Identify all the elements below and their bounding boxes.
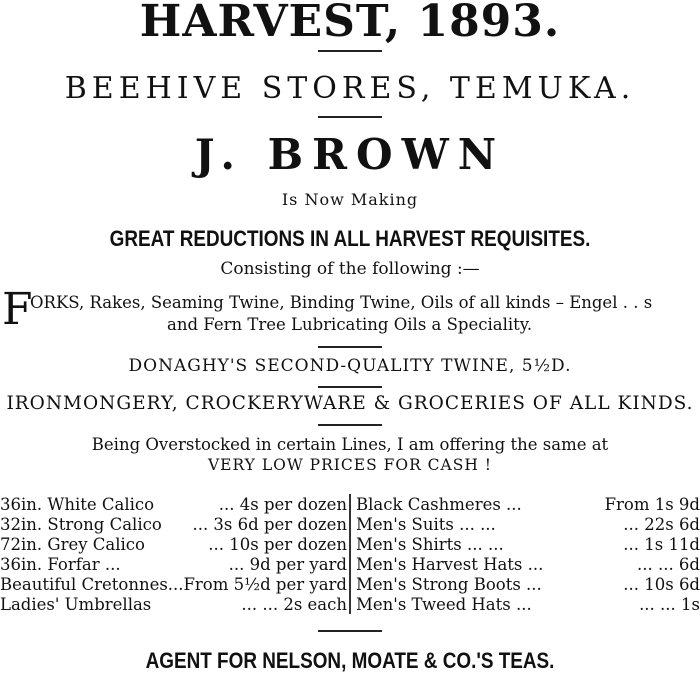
donaghy-twine-line: DONAGHY'S SECOND-QUALITY TWINE, 5½D. <box>128 356 572 376</box>
price-row <box>356 535 700 555</box>
headline-harvest: HARVEST, 1893. <box>139 0 561 47</box>
now-making-line: Is Now Making <box>281 190 419 209</box>
price-row <box>356 595 700 615</box>
divider <box>318 424 382 426</box>
divider <box>318 116 382 118</box>
reductions-headline: GREAT REDUCTIONS IN ALL HARVEST REQUISITES. <box>109 226 591 251</box>
column-divider <box>349 494 351 614</box>
item-name: Beautiful Cretonnes <box>0 575 168 594</box>
item-price: ... 10s per dozen <box>208 535 347 554</box>
item-price: ... 1s 11d <box>623 535 700 554</box>
intro-line-1: ORKS, Rakes, Seaming Twine, Binding Twine, Oils of all kinds – Engel . . s <box>30 293 653 312</box>
item-price: ... 4s per dozen <box>218 495 347 514</box>
item-price: ... ... 2s each <box>241 595 347 614</box>
divider <box>318 346 382 348</box>
intro-line-2: and Fern Tree Lubricating Oils a Speciality. <box>167 315 533 334</box>
price-row <box>356 495 700 515</box>
ironmongery-line: IRONMONGERY, CROCKERYWARE & GROCERIES OF ALL KINDS. <box>6 393 694 414</box>
item-price: ...From 5½d per yard <box>167 575 347 594</box>
store-name: BEEHIVE STORES, TEMUKA. <box>64 71 636 106</box>
item-name: 36in. White Calico <box>0 495 155 514</box>
price-row <box>0 575 347 595</box>
item-price: From 1s 9d <box>604 495 700 514</box>
item-price: ... 10s 6d <box>623 575 700 594</box>
price-list-right <box>356 495 700 615</box>
item-price: ... 3s 6d per dozen <box>192 515 347 534</box>
item-price: ... 22s 6d <box>623 515 700 534</box>
consisting-line: Consisting of the following :— <box>220 259 480 279</box>
overstocked-line-2: VERY LOW PRICES FOR CASH ! <box>207 456 493 474</box>
item-name: Men's Strong Boots ... <box>356 575 542 594</box>
item-name: Ladies' Umbrellas <box>0 595 152 614</box>
item-name: Men's Tweed Hats ... <box>356 595 532 614</box>
divider <box>318 50 382 52</box>
price-list-left <box>0 495 347 615</box>
item-name: 36in. Forfar ... <box>0 555 121 574</box>
overstocked-line-1: Being Overstocked in certain Lines, I am offering the same at <box>91 435 609 454</box>
price-row <box>0 595 347 615</box>
price-row <box>0 495 347 515</box>
item-name: 72in. Grey Calico <box>0 535 145 554</box>
item-name: 32in. Strong Calico <box>0 515 162 534</box>
divider <box>318 630 382 632</box>
price-row <box>356 555 700 575</box>
price-row <box>356 575 700 595</box>
price-row <box>0 515 347 535</box>
item-price: ... ... 6d <box>636 555 700 574</box>
item-name: Black Cashmeres ... <box>356 495 522 514</box>
proprietor-name: J. BROWN <box>194 130 506 179</box>
item-name: Men's Shirts ... ... <box>356 535 504 554</box>
divider <box>318 386 382 388</box>
drop-cap: F <box>2 284 33 335</box>
price-row <box>0 555 347 575</box>
item-name: Men's Suits ... ... <box>356 515 496 534</box>
price-row <box>356 515 700 535</box>
agent-line: AGENT FOR NELSON, MOATE & CO.'S TEAS. <box>145 648 555 673</box>
item-price: ... ... 1s <box>639 595 700 614</box>
item-name: Men's Harvest Hats ... <box>356 555 544 574</box>
price-row <box>0 535 347 555</box>
item-price: ... 9d per yard <box>228 555 347 574</box>
